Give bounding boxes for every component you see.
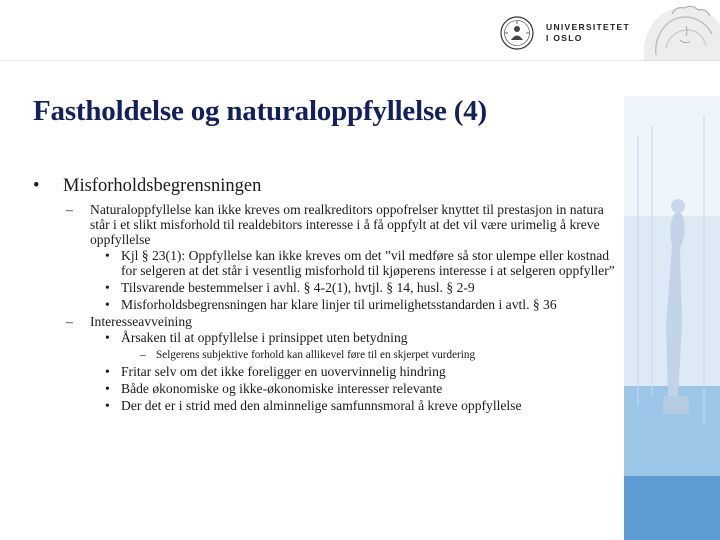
list-item-text: Selgerens subjektive forhold kan allikevel føre til en skjerpet vurdering	[156, 349, 476, 362]
list-item-text: Årsaken til at oppfyllelse i prinsippet uten betydning	[121, 330, 408, 346]
list-item-text: Både økonomiske og ikke-økonomiske interesser relevante	[121, 380, 443, 396]
bullet-text: Misforholdsbegrensningen	[63, 176, 262, 196]
sub-bullet-naturaloppfyllelse	[33, 203, 623, 247]
logo-text	[546, 22, 630, 44]
logo-line-1: UNIVERSITETET	[546, 22, 630, 32]
list-item-kjl-23	[33, 249, 623, 279]
bullet-marker: •	[105, 248, 110, 264]
list-item-okonomiske	[33, 382, 623, 397]
list-item-text: Fritar selv om det ikke foreligger en uovervinnelig hindring	[121, 364, 446, 380]
list-item-samfunnsmoral	[33, 399, 623, 414]
list-item-text: Tilsvarende bestemmelser i avhl. § 4-2(1), hvtjl. § 14, husl. § 2-9	[121, 279, 475, 295]
dash-marker: –	[140, 349, 146, 362]
header-sculpture-image	[636, 0, 720, 60]
header-divider	[0, 60, 720, 61]
bullet-marker: •	[33, 176, 40, 196]
bullet-misforholdsbegrensningen	[33, 175, 623, 197]
university-seal-icon	[500, 16, 534, 50]
bullet-marker: •	[105, 364, 110, 380]
list-item-text: Der det er i strid med den alminnelige samfunnsmoral å kreve oppfyllelse	[121, 397, 522, 413]
logo-line-2: I OSLO	[546, 33, 583, 43]
list-item-arsaken	[33, 331, 623, 346]
sub-bullet-text: Interesseavveining	[90, 313, 192, 329]
list-item-text: Misforholdsbegrensningen har klare linjer til urimelighetsstandarden i avtl. § 36	[121, 296, 557, 312]
list-item-urimelighet	[33, 298, 623, 313]
dash-marker: –	[66, 202, 73, 217]
bullet-marker: •	[105, 296, 110, 312]
slide-content	[33, 175, 623, 414]
bullet-marker: •	[105, 330, 110, 346]
bullet-marker: •	[105, 279, 110, 295]
list-item-tilsvarende	[33, 281, 623, 296]
sub-bullet-interesseavveining	[33, 315, 623, 330]
bullet-marker: •	[105, 397, 110, 413]
bullet-marker: •	[105, 380, 110, 396]
sidebar-statue-image	[624, 96, 720, 540]
dash-marker: –	[66, 313, 73, 329]
list-item-selgerens	[33, 349, 623, 362]
list-item-text: Kjl § 23(1): Oppfyllelse kan ikke kreves om det ”vil medføre så stor ulempe eller kostnad for selgeren at det står i vesentlig misforhold til kjøperens interesse i at selgeren oppfyller”	[121, 248, 615, 279]
sub-bullet-text: Naturaloppfyllelse kan ikke kreves om realkreditors oppofrelser knyttet til prestasjon in natura står i et slikt misforhold til realdebitors interesse i å få oppfylt at det vil være urimelig å kreve oppfyllelse	[90, 202, 604, 247]
slide-title: Fastholdelse og naturaloppfyllelse (4)	[33, 95, 487, 127]
list-item-fritar	[33, 365, 623, 380]
